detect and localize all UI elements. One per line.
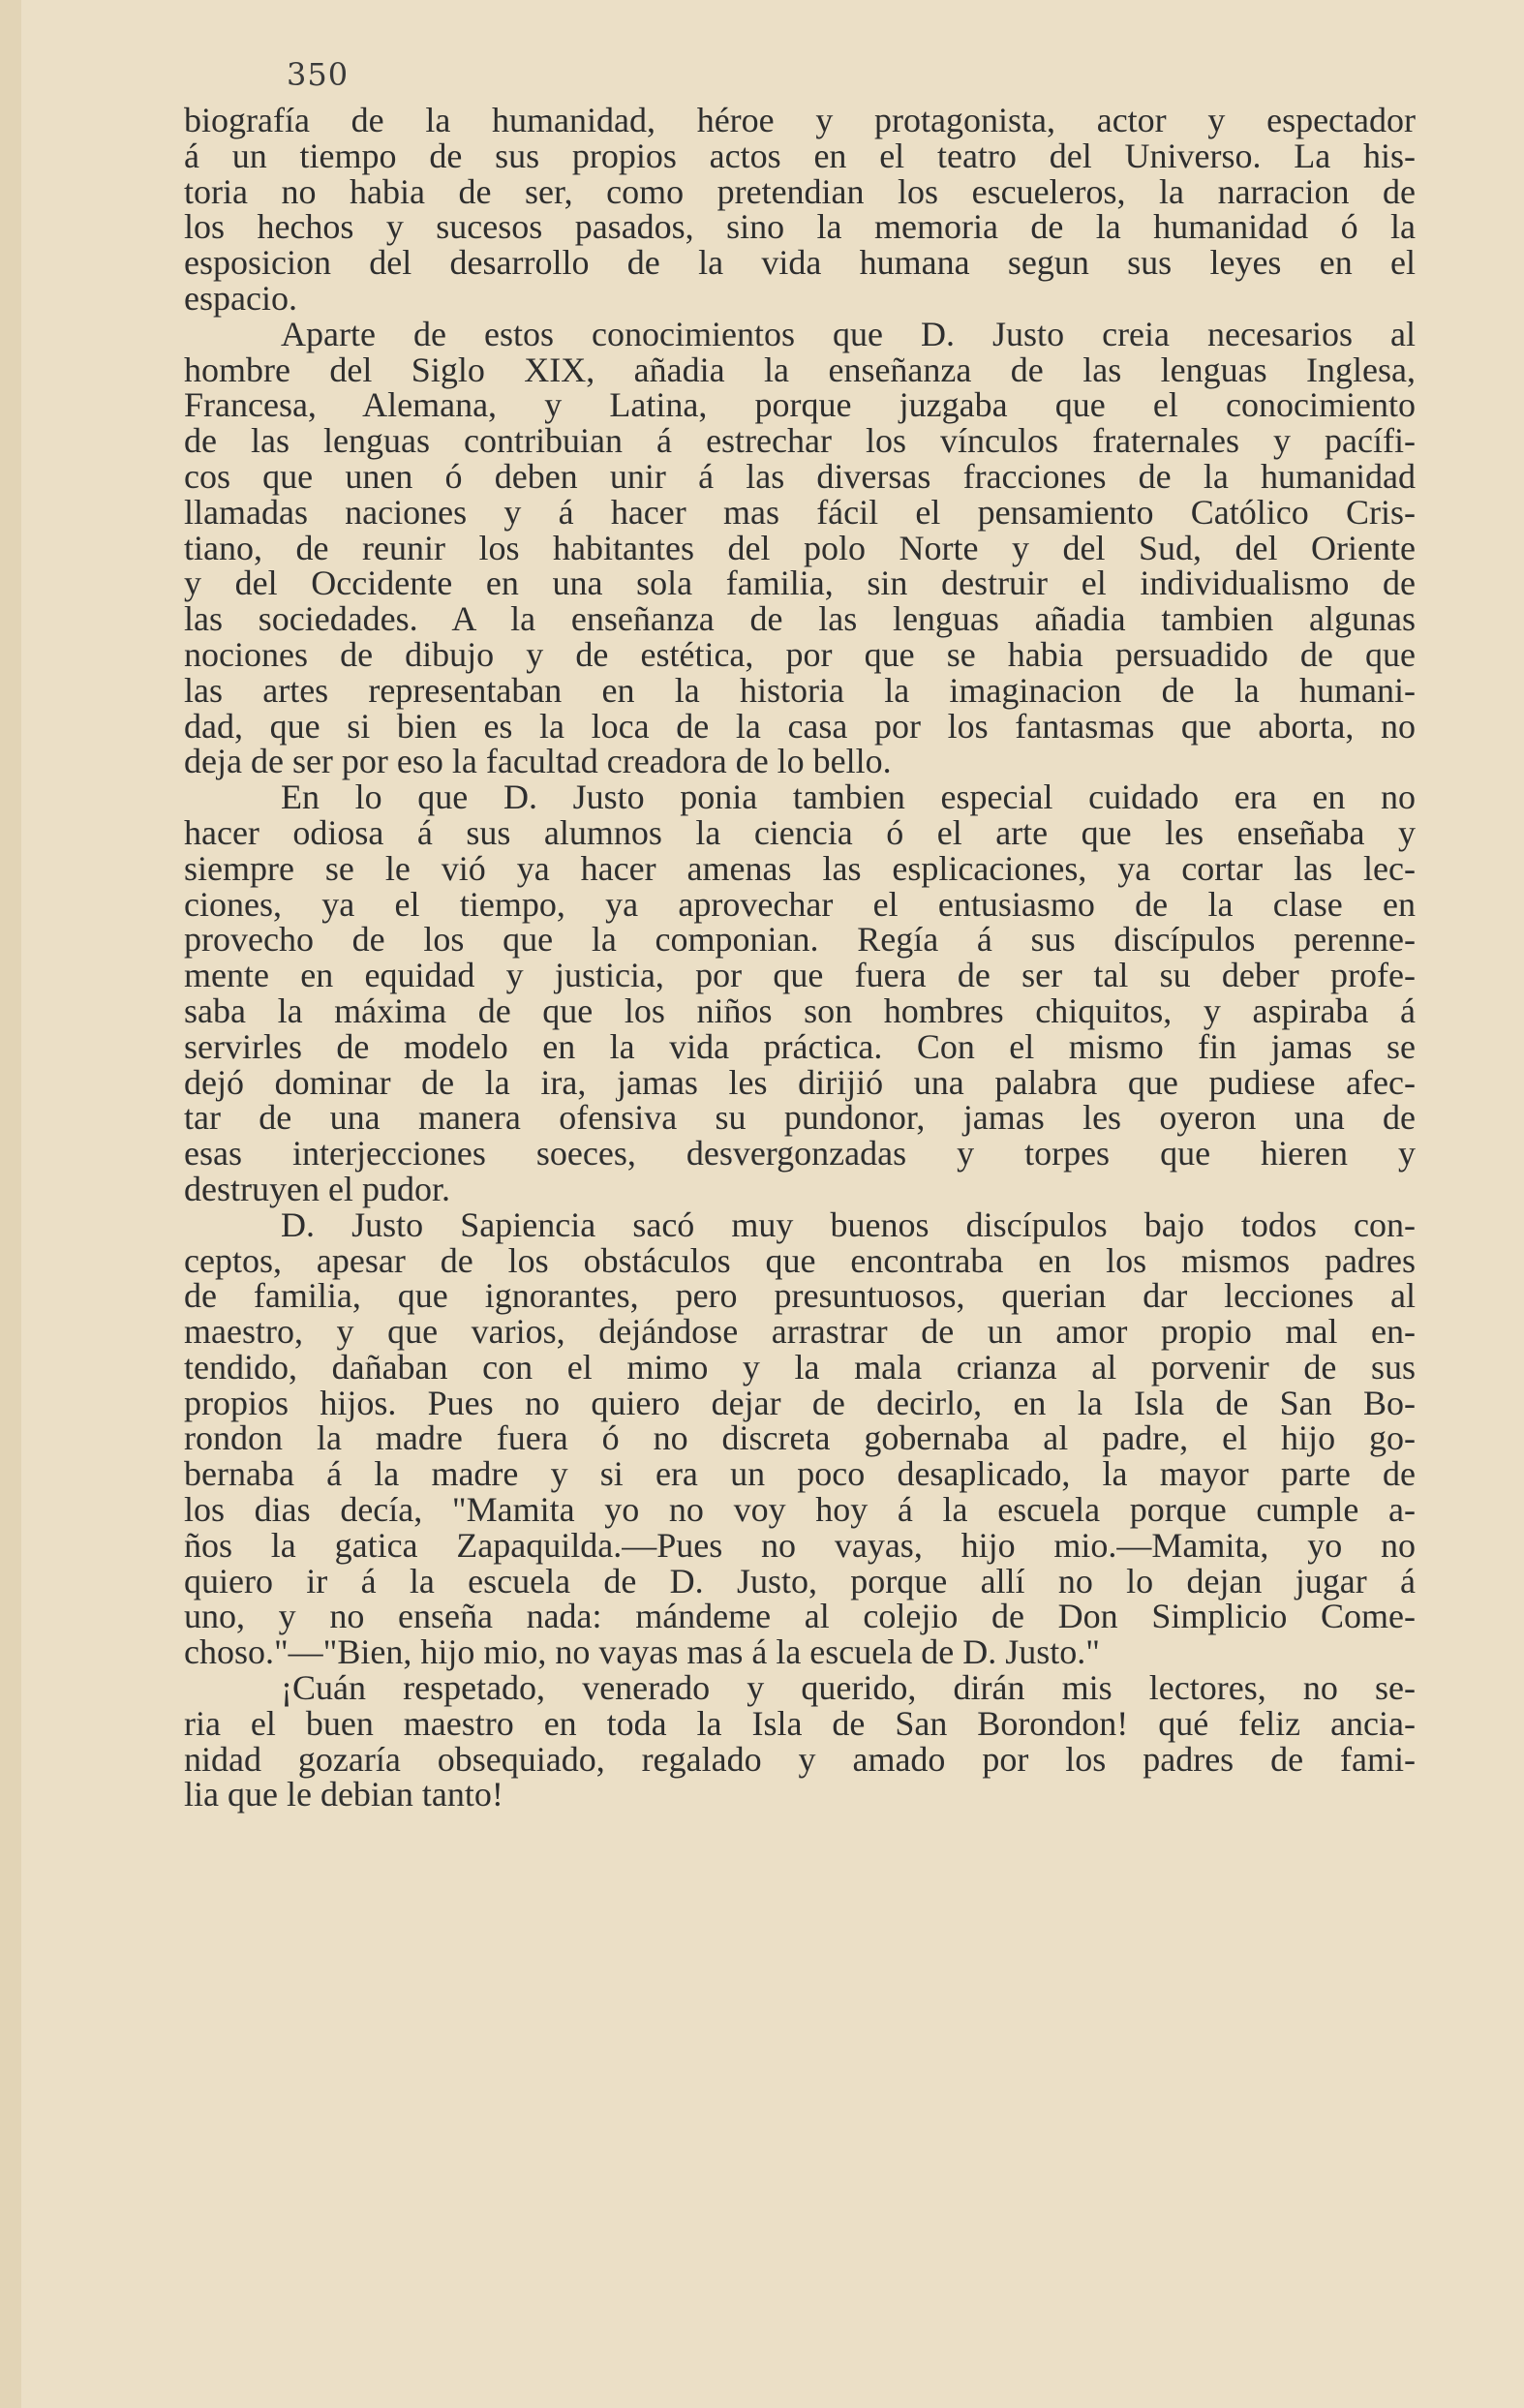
text-line: ceptos, apesar de los obstáculos que encontraba en los mismos padres: [184, 1240, 1416, 1280]
text-line: quiero ir á la escuela de D. Justo, porque allí no lo dejan jugar á: [184, 1561, 1416, 1600]
text-line: dad, que si bien es la loca de la casa por los fantasmas que aborta, no: [184, 706, 1416, 746]
text-line: maestro, y que varios, dejándose arrastrar de un amor propio mal en-: [184, 1312, 1416, 1352]
text-line: hacer odiosa á sus alumnos la ciencia ó el arte que les enseñaba y: [184, 812, 1416, 852]
text-line: tar de una manera ofensiva su pundonor, jamas les oyeron una de: [184, 1098, 1416, 1138]
text-line: toria no habia de ser, como pretendian los escueleros, la narracion de: [184, 171, 1416, 211]
text-line: llamadas naciones y á hacer mas fácil el pensamiento Católico Cris-: [184, 492, 1416, 532]
text-line: los hechos y sucesos pasados, sino la memoria de la humanidad ó la: [184, 207, 1416, 247]
text-line: propios hijos. Pues no quiero dejar de decirlo, en la Isla de San Bo-: [184, 1383, 1416, 1422]
text-line: Francesa, Alemana, y Latina, porque juzgaba que el conocimiento: [184, 385, 1416, 425]
text-line: tiano, de reunir los habitantes del polo Norte y del Sud, del Oriente: [184, 528, 1416, 567]
text-line: D. Justo Sapiencia sacó muy buenos discípulos bajo todos con-: [281, 1204, 1416, 1244]
text-line: nidad gozaría obsequiado, regalado y amado por los padres de fami-: [184, 1739, 1416, 1779]
text-line: á un tiempo de sus propios actos en el teatro del Universo. La his-: [184, 136, 1416, 175]
text-line: ¡Cuán respetado, venerado y querido, dirán mis lectores, no se-: [281, 1668, 1416, 1708]
text-line: provecho de los que la componian. Regía á sus discípulos perenne-: [184, 920, 1416, 960]
text-line: tendido, dañaban con el mimo y la mala crianza al porvenir de sus: [184, 1347, 1416, 1387]
text-line: hombre del Siglo XIX, añadia la enseñanza de las lenguas Inglesa,: [184, 350, 1416, 389]
text-line: servirles de modelo en la vida práctica. Con el mismo fin jamas se: [184, 1026, 1416, 1066]
text-line: uno, y no enseña nada: mándeme al colejio de Don Simplicio Come-: [184, 1597, 1416, 1636]
text-line: Aparte de estos conocimientos que D. Justo creia necesarios al: [281, 314, 1416, 353]
text-line: ños la gatica Zapaquilda.—Pues no vayas, hijo mio.—Mamita, yo no: [184, 1525, 1416, 1565]
text-line: esposicion del desarrollo de la vida humana segun sus leyes en el: [184, 243, 1416, 283]
text-line: rondon la madre fuera ó no discreta gobernaba al padre, el hijo go-: [184, 1418, 1416, 1458]
text-line: En lo que D. Justo ponia tambien especial cuidado era en no: [281, 777, 1416, 817]
text-line: biografía de la humanidad, héroe y protagonista, actor y espectador: [184, 101, 1416, 139]
text-line: las sociedades. A la enseñanza de las lenguas añadia tambien algunas: [184, 599, 1416, 639]
text-line: de familia, que ignorantes, pero presuntuosos, querian dar lecciones al: [184, 1276, 1416, 1316]
text-line: ria el buen maestro en toda la Isla de San Borondon! qué feliz ancia-: [184, 1703, 1416, 1743]
body-text: [184, 103, 1416, 1813]
text-line: ciones, ya el tiempo, ya aprovechar el entusiasmo de la clase en: [184, 884, 1416, 924]
text-line: mente en equidad y justicia, por que fuera de ser tal su deber profe-: [184, 956, 1416, 995]
text-line: cos que unen ó deben unir á las diversas fracciones de la humanidad: [184, 456, 1416, 496]
text-line: espacio.: [184, 278, 297, 318]
text-line: destruyen el pudor.: [184, 1169, 450, 1208]
text-line: deja de ser por eso la facultad creadora de lo bello.: [184, 742, 892, 781]
text-line: saba la máxima de que los niños son hombres chiquitos, y aspiraba á: [184, 991, 1416, 1030]
text-line: lia que le debian tanto!: [184, 1775, 503, 1814]
text-line: y del Occidente en una sola familia, sin destruir el individualismo de: [184, 564, 1416, 603]
text-line: esas interjecciones soeces, desvergonzadas y torpes que hieren y: [184, 1134, 1416, 1174]
text-line: los dias decía, "Mamita yo no voy hoy á la escuela porque cumple a-: [184, 1490, 1416, 1530]
text-line: las artes representaban en la historia la imaginacion de la humani-: [184, 670, 1416, 710]
text-line: siempre se le vió ya hacer amenas las esplicaciones, ya cortar las lec-: [184, 848, 1416, 888]
text-line: nociones de dibujo y de estética, por que se habia persuadido de que: [184, 634, 1416, 674]
page-edge: [0, 0, 21, 2408]
text-line: bernaba á la madre y si era un poco desaplicado, la mayor parte de: [184, 1454, 1416, 1494]
text-line: choso."—"Bien, hijo mio, no vayas mas á la escuela de D. Justo.": [184, 1632, 1100, 1672]
text-line: de las lenguas contribuian á estrechar los vínculos fraternales y pacífi-: [184, 421, 1416, 461]
page-number: 350: [287, 56, 350, 93]
text-line: dejó dominar de la ira, jamas les dirijió una palabra que pudiese afec-: [184, 1062, 1416, 1102]
